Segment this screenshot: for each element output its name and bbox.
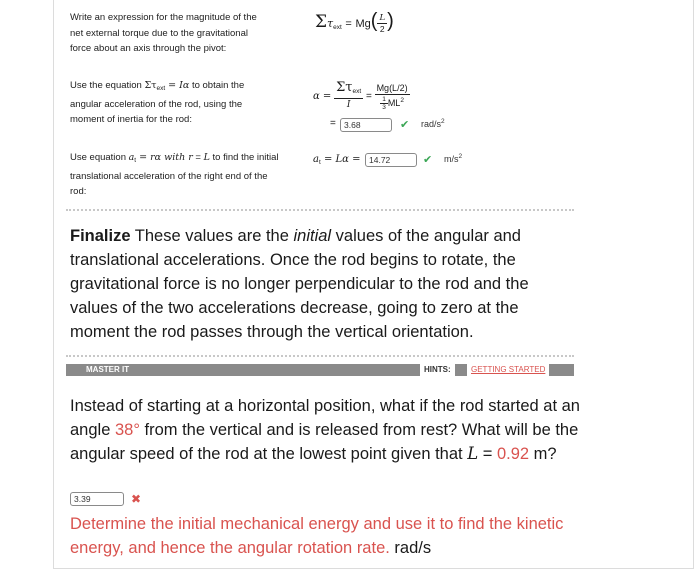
master-question bbox=[70, 394, 580, 466]
question-text: Instead of starting at a horizontal position, what if the rod started at an angle bbox=[70, 397, 580, 439]
hints-label: HINTS: bbox=[420, 364, 455, 376]
finalize-heading: Finalize bbox=[70, 227, 131, 245]
result-equals: = bbox=[330, 118, 336, 129]
frac1-subscript: ext bbox=[352, 88, 362, 96]
torque-instruction: Write an expression for the magnitude of the net external torque due to the gravitational force about an axis through the pivot: bbox=[70, 12, 257, 54]
equals-sign-2: = bbox=[365, 91, 372, 103]
fraction-numerator: L bbox=[379, 13, 386, 24]
angular-speed-answer-input[interactable]: 3.39 bbox=[70, 492, 124, 506]
instruction-equation-rest: = Iα bbox=[165, 80, 190, 91]
unit-exponent: 2 bbox=[458, 153, 463, 160]
length-value: 0.92 bbox=[496, 445, 530, 463]
finalize-paragraph bbox=[70, 224, 580, 344]
one-third-num: 1 bbox=[382, 96, 386, 104]
unit-text: m/s bbox=[444, 154, 459, 164]
right-paren: ) bbox=[387, 10, 394, 32]
finalize-italic: initial bbox=[293, 227, 332, 245]
alpha-label: α = bbox=[313, 91, 332, 103]
feedback-unit: rad/s bbox=[389, 539, 432, 557]
sigma-symbol: Σ bbox=[315, 12, 328, 32]
master-it-label: MASTER IT bbox=[86, 365, 130, 374]
instr-eq: = rα with bbox=[136, 152, 189, 163]
mgl-over-inertia bbox=[375, 82, 410, 111]
one-third-den: 3 bbox=[382, 104, 386, 112]
cross-icon: ✖ bbox=[131, 492, 142, 506]
instruction-equation: Στ bbox=[144, 80, 157, 91]
finalize-text-2: values of the angular and translational accelerations. Once the rod begins to rotate, the gravitational force is no longer perpendicular to the rod and the values of the two accelerations decrease, going to zero at the moment the rod passes through the vertical orientation. bbox=[70, 227, 529, 341]
translational-equation bbox=[313, 154, 360, 166]
left-paren: ( bbox=[370, 10, 378, 32]
check-icon: ✔ bbox=[423, 153, 433, 166]
instr-equals: = bbox=[192, 152, 204, 163]
translational-accel-answer-input[interactable]: 14.72 bbox=[365, 153, 417, 167]
check-icon: ✔ bbox=[400, 118, 410, 131]
ml-exponent: 2 bbox=[400, 97, 404, 104]
divider bbox=[66, 209, 574, 211]
angular-accel-answer-input[interactable]: 3.68 bbox=[340, 118, 392, 132]
angular-accel-instruction bbox=[70, 78, 275, 128]
eq-rest: = Lα = bbox=[320, 154, 361, 165]
feedback-text: Determine the initial mechanical energy and use it to find the kinetic energy, and hence the angular rotation rate. bbox=[70, 515, 564, 557]
torque-expression bbox=[315, 8, 394, 41]
eq-sub-t: t bbox=[318, 159, 321, 166]
fraction-denominator: 2 bbox=[379, 24, 385, 35]
frac1-denominator: I bbox=[346, 100, 351, 111]
instruction-text-suffix: to obtain the angular acceleration of the rod, using the moment of inertia for the rod: bbox=[70, 80, 245, 125]
length-var: L bbox=[467, 444, 479, 463]
question-text-2: from the vertical and is released from rest? What will be the angular speed of the rod at the lowest point given that bbox=[70, 421, 579, 463]
instruction-subscript: ext bbox=[156, 85, 166, 92]
l-over-2-fraction bbox=[377, 13, 387, 34]
unit-exponent: 2 bbox=[441, 118, 445, 125]
tau-symbol: τ bbox=[327, 17, 334, 30]
instr-rest: to find the initial translational acceleration of the right end of the rod: bbox=[70, 152, 279, 197]
instr-L: L bbox=[203, 152, 210, 163]
mg-term: Mg bbox=[355, 18, 371, 30]
question-unit: m? bbox=[529, 445, 557, 463]
instr-r: r bbox=[188, 152, 193, 163]
unit-text: rad/s bbox=[421, 119, 442, 129]
divider bbox=[66, 355, 574, 357]
instr-sub-t: t bbox=[134, 157, 137, 164]
feedback-paragraph bbox=[70, 512, 580, 560]
instr-a: a bbox=[128, 152, 135, 163]
angular-accel-unit bbox=[421, 118, 445, 129]
translational-accel-instruction bbox=[70, 150, 280, 200]
eq-a: a bbox=[313, 154, 319, 165]
instr-part: Use equation bbox=[70, 152, 129, 163]
getting-started-link[interactable]: GETTING STARTED bbox=[467, 364, 549, 376]
finalize-text: These values are the bbox=[130, 227, 294, 245]
torque-over-inertia bbox=[334, 82, 363, 111]
translational-accel-unit bbox=[444, 153, 462, 164]
ml-term: ML bbox=[387, 98, 401, 108]
angle-value: 38° bbox=[114, 421, 140, 439]
question-equals: = bbox=[478, 445, 497, 463]
frac2-numerator: Mg(L/2) bbox=[376, 83, 408, 93]
ext-subscript: ext bbox=[333, 24, 342, 31]
frac1-numerator: Στ bbox=[336, 80, 353, 96]
equals-sign: = bbox=[345, 18, 352, 30]
alpha-equation bbox=[313, 82, 410, 111]
instruction-text: Use the equation bbox=[70, 80, 145, 91]
